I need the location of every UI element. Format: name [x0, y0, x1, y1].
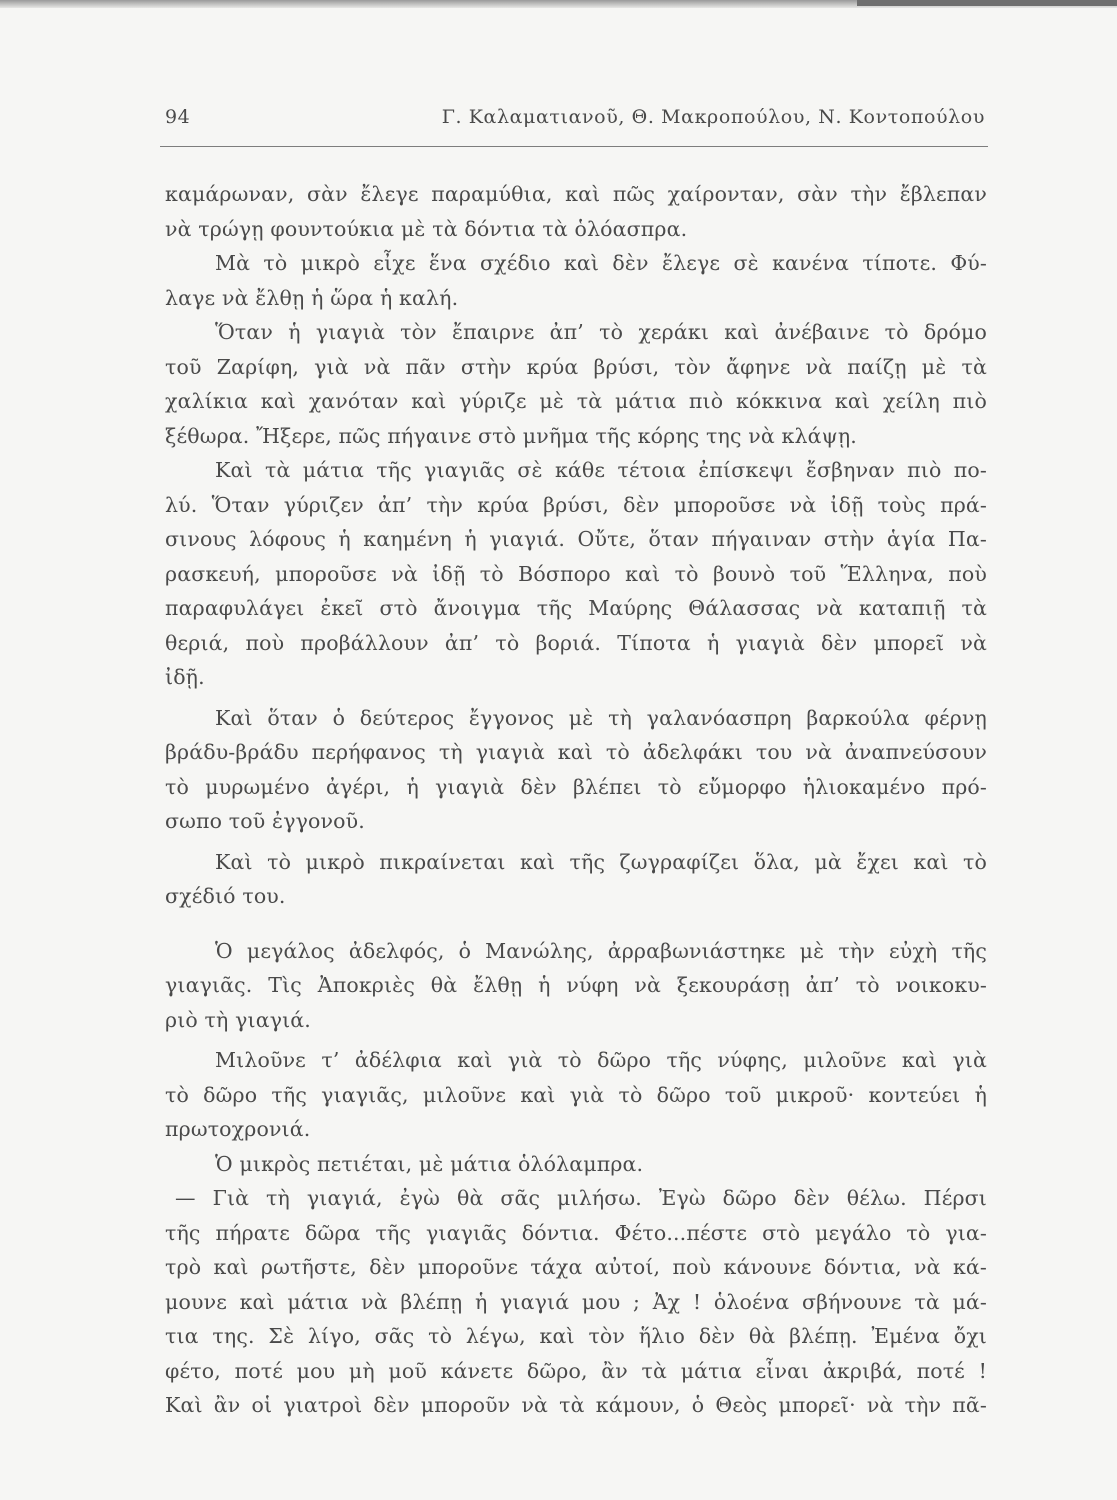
text-line: βράδυ-βράδυ περήφανος τὴ γιαγιὰ καὶ τὸ ἀδελφάκι του νὰ ἀναπνεύσουν: [165, 740, 987, 764]
text-line: Καὶ τὸ μικρὸ πικραίνεται καὶ τῆς ζωγραφίζει ὅλα, μὰ ἔχει καὶ τὸ: [215, 849, 987, 874]
text-line: τοῦ Ζαρίφη, γιὰ νὰ πᾶν στὴν κρύα βρύσι, τὸν ἄφηνε νὰ παίζῃ μὲ τὰ: [165, 354, 987, 379]
text-line: Μὰ τὸ μικρὸ εἶχε ἕνα σχέδιο καὶ δὲν ἔλεγε σὲ κανένα τίποτε. Φύ-: [215, 251, 987, 275]
text-line: ρασκευή, μποροῦσε νὰ ἰδῇ τὸ Βόσπορο καὶ τὸ βουνὸ τοῦ Ἕλληνα, ποὺ: [165, 561, 987, 586]
body-text: [165, 177, 987, 1423]
text-line: τρὸ καὶ ρωτῆστε, δὲν μποροῦνε τάχα αὐτοί, ποὺ κάνουνε δόντια, νὰ κά-: [165, 1255, 987, 1279]
header-rule: [160, 146, 988, 147]
text-line: ἰδῇ.: [165, 665, 205, 689]
text-line: Ὅταν ἡ γιαγιὰ τὸν ἔπαιρνε ἀπ’ τὸ χεράκι καὶ ἀνέβαινε τὸ δρόμο: [215, 320, 987, 344]
text-line: Μιλοῦνε τ’ ἀδέλφια καὶ γιὰ τὸ δῶρο τῆς νύφης, μιλοῦνε καὶ γιὰ: [215, 1048, 987, 1072]
text-line: τὸ μυρωμένο ἀγέρι, ἡ γιαγιὰ δὲν βλέπει τὸ εὔμορφο ἡλιοκαμένο πρό-: [165, 774, 987, 799]
text-line: Καὶ τὰ μάτια τῆς γιαγιᾶς σὲ κάθε τέτοια ἐπίσκεψι ἔσβηναν πιὸ πο-: [215, 458, 987, 482]
text-line: φέτο, ποτέ μου μὴ μοῦ κάνετε δῶρο, ἂν τὰ μάτια εἶναι ἀκριβά, ποτέ !: [165, 1358, 987, 1383]
text-line: — Γιὰ τὴ γιαγιά, ἐγὼ θὰ σᾶς μιλήσω. Ἐγὼ δῶρο δὲν θέλω. Πέρσι: [175, 1186, 987, 1210]
text-line: Ὁ μικρὸς πετιέται, μὲ μάτια ὁλόλαμπρα.: [215, 1151, 644, 1176]
text-line: νὰ τρώγῃ φουντούκια μὲ τὰ δόντια τὰ ὁλόασπρα.: [165, 216, 688, 241]
page-header: [165, 106, 985, 140]
text-line: τῆς πήρατε δῶρα τῆς γιαγιᾶς δόντια. Φέτο...πέστε στὸ μεγάλο τὸ για-: [165, 1220, 987, 1245]
text-line: λαγε νὰ ἔλθῃ ἡ ὥρα ἡ καλή.: [165, 285, 459, 310]
text-line: πρωτοχρονιά.: [165, 1117, 311, 1141]
text-line: λύ. Ὅταν γύριζεν ἀπ’ τὴν κρύα βρύσι, δὲν μποροῦσε νὰ ἰδῇ τοὺς πρά-: [165, 492, 987, 517]
text-line: τια της. Σὲ λίγο, σᾶς τὸ λέγω, καὶ τὸν ἥλιο δὲν θὰ βλέπῃ. Ἐμένα ὄχι: [165, 1324, 987, 1348]
text-line: σχέδιό του.: [165, 884, 286, 908]
text-line: παραφυλάγει ἐκεῖ στὸ ἄνοιγμα τῆς Μαύρης Θάλασσας νὰ καταπιῇ τὰ: [165, 596, 987, 620]
text-line: Καὶ ὅταν ὁ δεύτερος ἔγγονος μὲ τὴ γαλανόασπρη βαρκούλα φέρνῃ: [215, 705, 987, 730]
text-line: ριὸ τὴ γιαγιά.: [165, 1007, 311, 1032]
text-line: χαλίκια καὶ χανόταν καὶ γύριζε μὲ τὰ μάτια πιὸ κόκκινα καὶ χείλη πιὸ: [165, 389, 987, 413]
paragraph-gap: [165, 914, 987, 934]
text-line: ξέθωρα. Ἤξερε, πῶς πήγαινε στὸ μνῆμα τῆς κόρης της νὰ κλάψῃ.: [165, 423, 857, 448]
text-line: σωπο τοῦ ἐγγονοῦ.: [165, 809, 365, 833]
text-line: τὸ δῶρο τῆς γιαγιᾶς, μιλοῦνε καὶ γιὰ τὸ δῶρο τοῦ μικροῦ· κοντεύει ἡ: [165, 1082, 987, 1107]
text-line: σινους λόφους ἡ καημένη ἡ γιαγιά. Οὔτε, ὅταν πήγαιναν στὴν ἁγία Πα-: [165, 527, 987, 551]
page-number: 94: [165, 106, 191, 128]
text-line: γιαγιᾶς. Τὶς Ἀποκριὲς θὰ ἔλθῃ ἡ νύφη νὰ ξεκουράσῃ ἀπ’ τὸ νοικοκυ-: [165, 973, 987, 997]
text-line: θεριά, ποὺ προβάλλουν ἀπ’ τὸ βοριά. Τίποτα ἡ γιαγιὰ δὲν μπορεῖ νὰ: [165, 630, 987, 655]
scan-edge-dark: [857, 0, 1117, 6]
text-line: Ὁ μεγάλος ἀδελφός, ὁ Μανώλης, ἀρραβωνιάστηκε μὲ τὴν εὐχὴ τῆς: [215, 938, 987, 963]
text-line: καμάρωναν, σὰν ἔλεγε παραμύθια, καὶ πῶς χαίρονταν, σὰν τὴν ἔβλεπαν: [165, 182, 987, 206]
text-line: Καὶ ἂν οἱ γιατροὶ δὲν μποροῦν νὰ τὰ κάμουν, ὁ Θεὸς μπορεῖ· νὰ τὴν πᾶ-: [165, 1393, 987, 1417]
text-line: μουνε καὶ μάτια νὰ βλέπῃ ἡ γιαγιά μου ; Ἀχ ! ὁλοένα σβήνουνε τὰ μά-: [165, 1289, 987, 1314]
running-head: Γ. Καλαματιανοῦ, Θ. Μακροπούλου, Ν. Κοντοπούλου: [441, 106, 985, 128]
